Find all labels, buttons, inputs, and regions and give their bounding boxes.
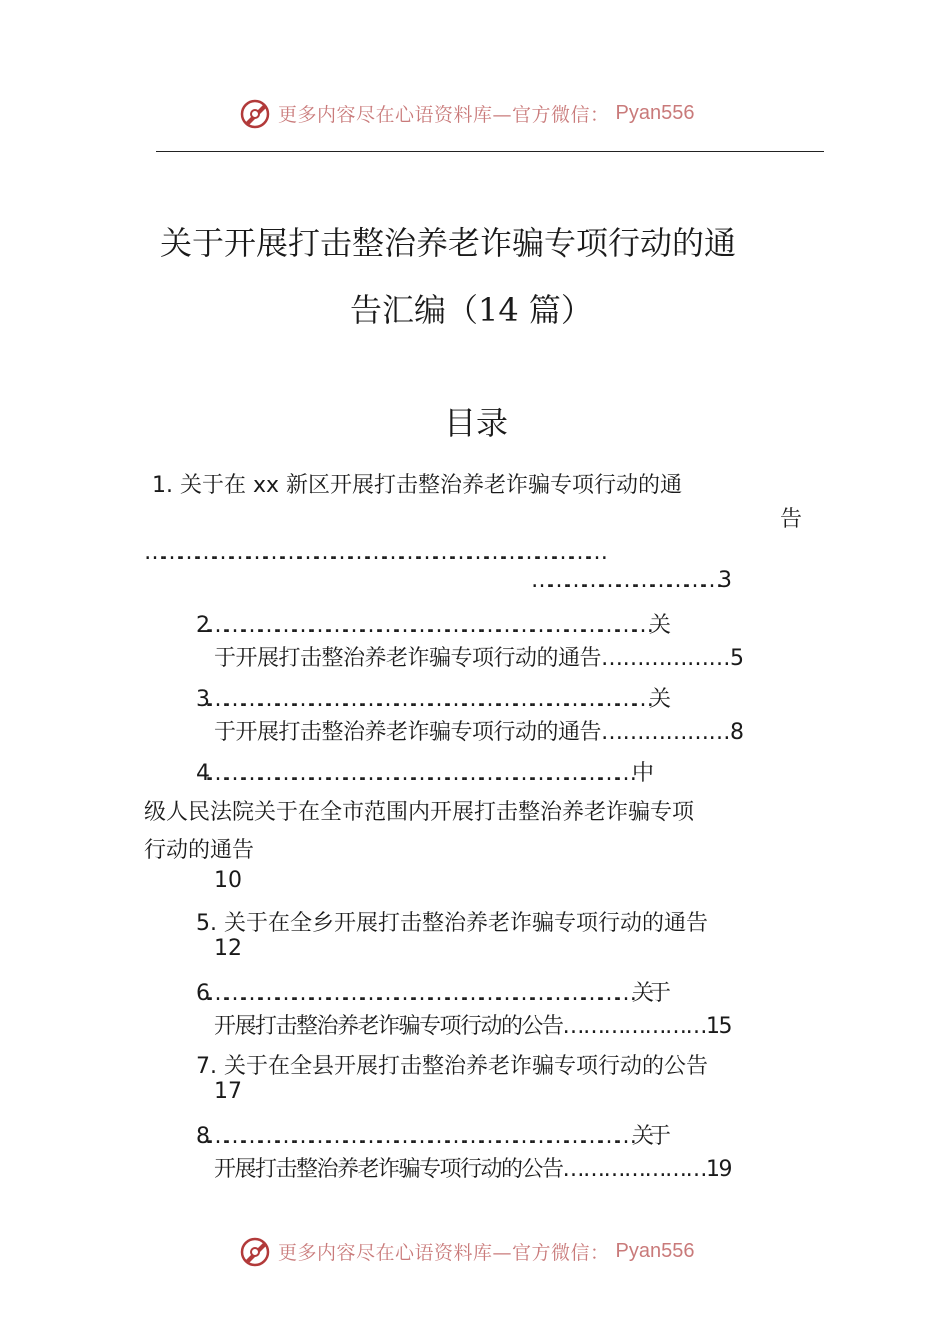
toc-entry-8-line1[interactable]: 8.…………………………………………………………………关于: [196, 1124, 666, 1149]
toc-entry-5-line1[interactable]: 5. 关于在全乡开展打击整治养老诈骗专项行动的通告: [196, 911, 708, 936]
toc-entry-4-line3[interactable]: 行动的通告: [144, 838, 255, 863]
toc-entry-2-line1[interactable]: 2.……………………………………………………………………关: [196, 613, 666, 638]
header-watermark: [238, 96, 694, 130]
toc-entry-4-line2[interactable]: 级人民法院关于在全市范围内开展打击整治养老诈骗专项: [144, 800, 695, 825]
toc-entry-6-line2[interactable]: 开展打击整治养老诈骗专项行动的公告…………………15: [214, 1014, 731, 1039]
footer-watermark: [238, 1234, 694, 1268]
toc-entry-3-line1[interactable]: 3.……………………………………………………………………关: [196, 687, 666, 712]
watermark-text: 更多内容尽在心语资料库—官方微信：: [278, 103, 610, 126]
toc-heading: 目录: [444, 404, 509, 442]
pen-logo-icon: [238, 96, 272, 130]
toc-entry-3-line2[interactable]: 于开展打击整治养老诈骗专项行动的通告………………8: [214, 720, 744, 745]
toc-entry-1-line1[interactable]: 1. 关于在 xx 新区开展打击整治养老诈骗专项行动的通: [152, 473, 683, 498]
watermark-id: Pyan556: [615, 101, 695, 124]
pen-logo-icon: [238, 1234, 272, 1268]
toc-entry-7-line1[interactable]: 7. 关于在全县开展打击整治养老诈骗专项行动的公告: [196, 1054, 708, 1079]
toc-entry-2-line2[interactable]: 于开展打击整治养老诈骗专项行动的通告………………5: [214, 646, 744, 671]
toc-entry-4-line1[interactable]: 4.…………………………………………………………………中: [196, 761, 649, 786]
toc-entry-5-page[interactable]: 12: [214, 936, 242, 961]
document-title-line2: 告汇编（14 篇）: [350, 291, 593, 329]
toc-entry-1-page[interactable]: ……………………………3: [531, 568, 727, 593]
toc-entry-6-line1[interactable]: 6.…………………………………………………………………关于: [196, 981, 666, 1006]
watermark-id: Pyan556: [615, 1239, 695, 1262]
header-divider: [156, 151, 824, 152]
toc-entry-7-page[interactable]: 17: [214, 1079, 242, 1104]
document-title-line1: 关于开展打击整治养老诈骗专项行动的通: [160, 224, 737, 262]
toc-entry-1-line2[interactable]: 告: [780, 507, 803, 532]
watermark-text: 更多内容尽在心语资料库—官方微信：: [278, 1241, 610, 1264]
toc-entry-8-line2[interactable]: 开展打击整治养老诈骗专项行动的公告…………………19: [214, 1157, 731, 1182]
toc-entry-4-page[interactable]: 10: [214, 868, 242, 893]
toc-entry-1-leader: ………………………………………………………………………: [144, 540, 603, 565]
